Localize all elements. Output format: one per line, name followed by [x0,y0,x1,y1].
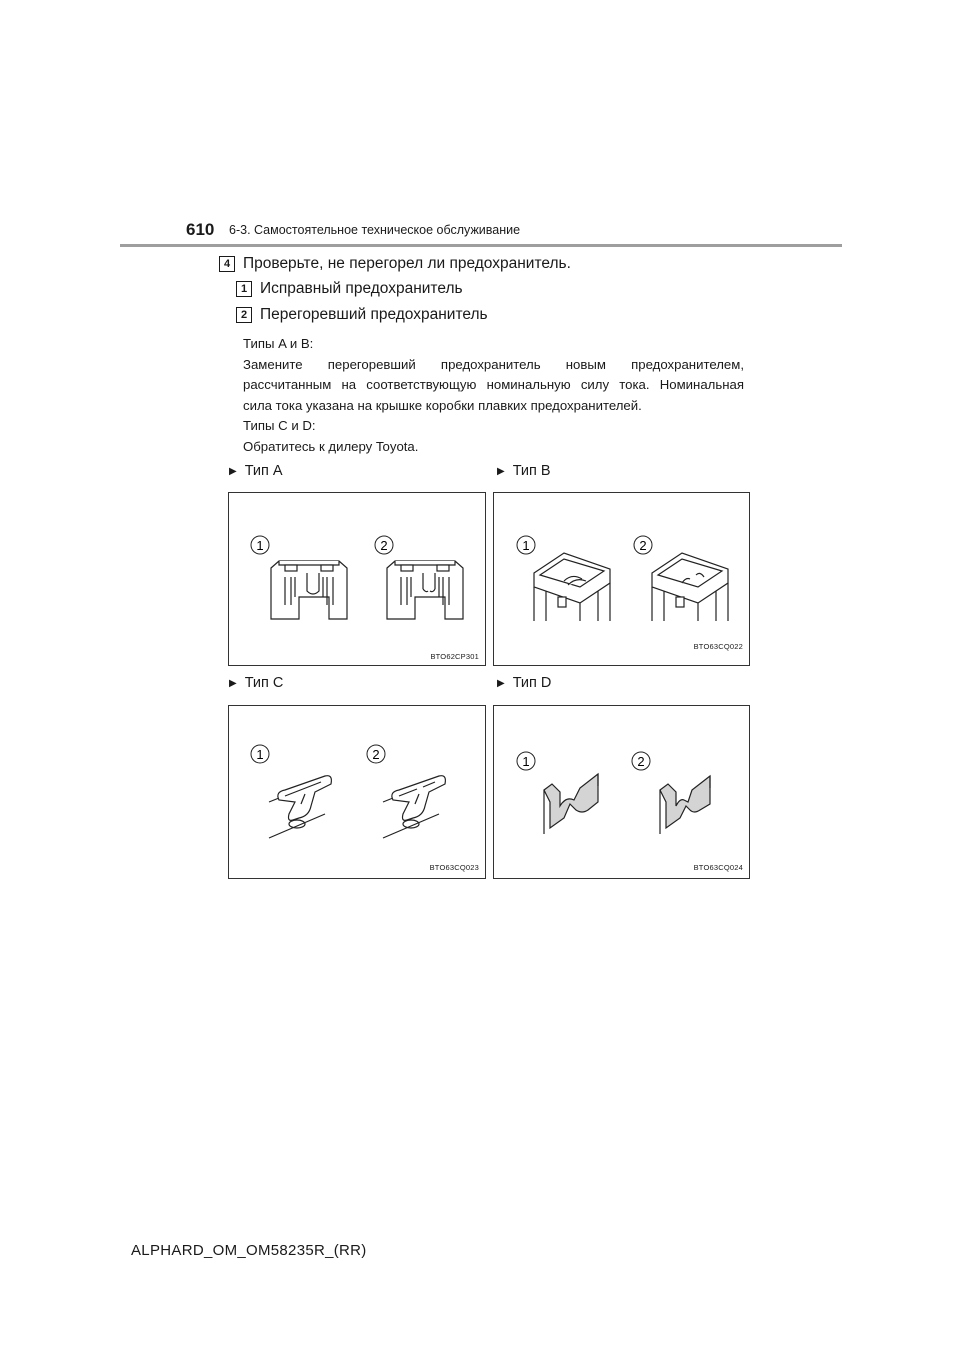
callout-number: 1 [522,754,530,769]
figure-caption: ▶ Тип C [229,675,284,691]
callout-number: 1 [522,538,530,553]
notes-cd [243,416,744,457]
callout-number: 2 [372,747,380,762]
callout-number: 2 [380,538,388,553]
notes-ab-line: Замените перегоревший предохранитель новым предохранителем, [243,356,744,372]
notes-ab-line: рассчитанным на соответствующую номинальную силу тока. Номинальная [243,377,744,392]
callout-number: 2 [639,538,647,553]
figure-code: BTO63CQ023 [429,863,479,872]
triangle-bullet-icon: ▶ [229,678,237,689]
figure-caption: ▶ Тип B [497,463,551,479]
triangle-bullet-icon: ▶ [497,678,505,689]
step-number-badge: 4 [219,256,235,272]
callout-number: 1 [256,747,264,762]
item-number-badge: 2 [236,307,252,323]
notes-ab-line: сила тока указана на крышке коробки плавких предохранителей. [243,397,642,413]
triangle-bullet-icon: ▶ [229,466,237,477]
item-text: Перегоревший предохранитель [260,306,488,323]
figure-caption: ▶ Тип A [229,463,283,479]
section-title: 6-3. Самостоятельное техническое обслуживание [229,223,521,237]
callout-number: 2 [637,754,645,769]
figure-code: BTO63CQ022 [693,642,743,651]
figure-code: BTO63CQ024 [693,863,743,872]
item-text: Исправный предохранитель [260,280,463,297]
figure-type-c [228,705,486,879]
figure-type-d [493,705,750,879]
item-number-badge: 1 [236,281,252,297]
figure-code: BTO62CP301 [430,652,479,661]
fuse-type-d-illustration [494,706,749,878]
figure-caption: ▶ Тип D [497,675,552,691]
fuse-type-a-illustration [229,493,485,665]
notes-ab-heading: Типы A и B: [243,336,314,351]
fuse-type-b-illustration [494,493,749,665]
fuse-type-c-illustration [229,706,485,878]
notes-cd-heading: Типы C и D: [243,418,316,433]
notes-cd-text: Обратитесь к дилеру Toyota. [243,438,419,454]
callout-number: 1 [256,538,264,553]
figure-type-b [493,492,750,666]
step-text: Проверьте, не перегорел ли предохранитель. [243,255,571,272]
header-divider [120,244,842,247]
document-id: ALPHARD_OM_OM58235R_(RR) [131,1242,367,1259]
figure-type-a [228,492,486,666]
triangle-bullet-icon: ▶ [497,466,505,477]
page-number: 610 [186,220,215,239]
notes-ab [243,334,744,416]
